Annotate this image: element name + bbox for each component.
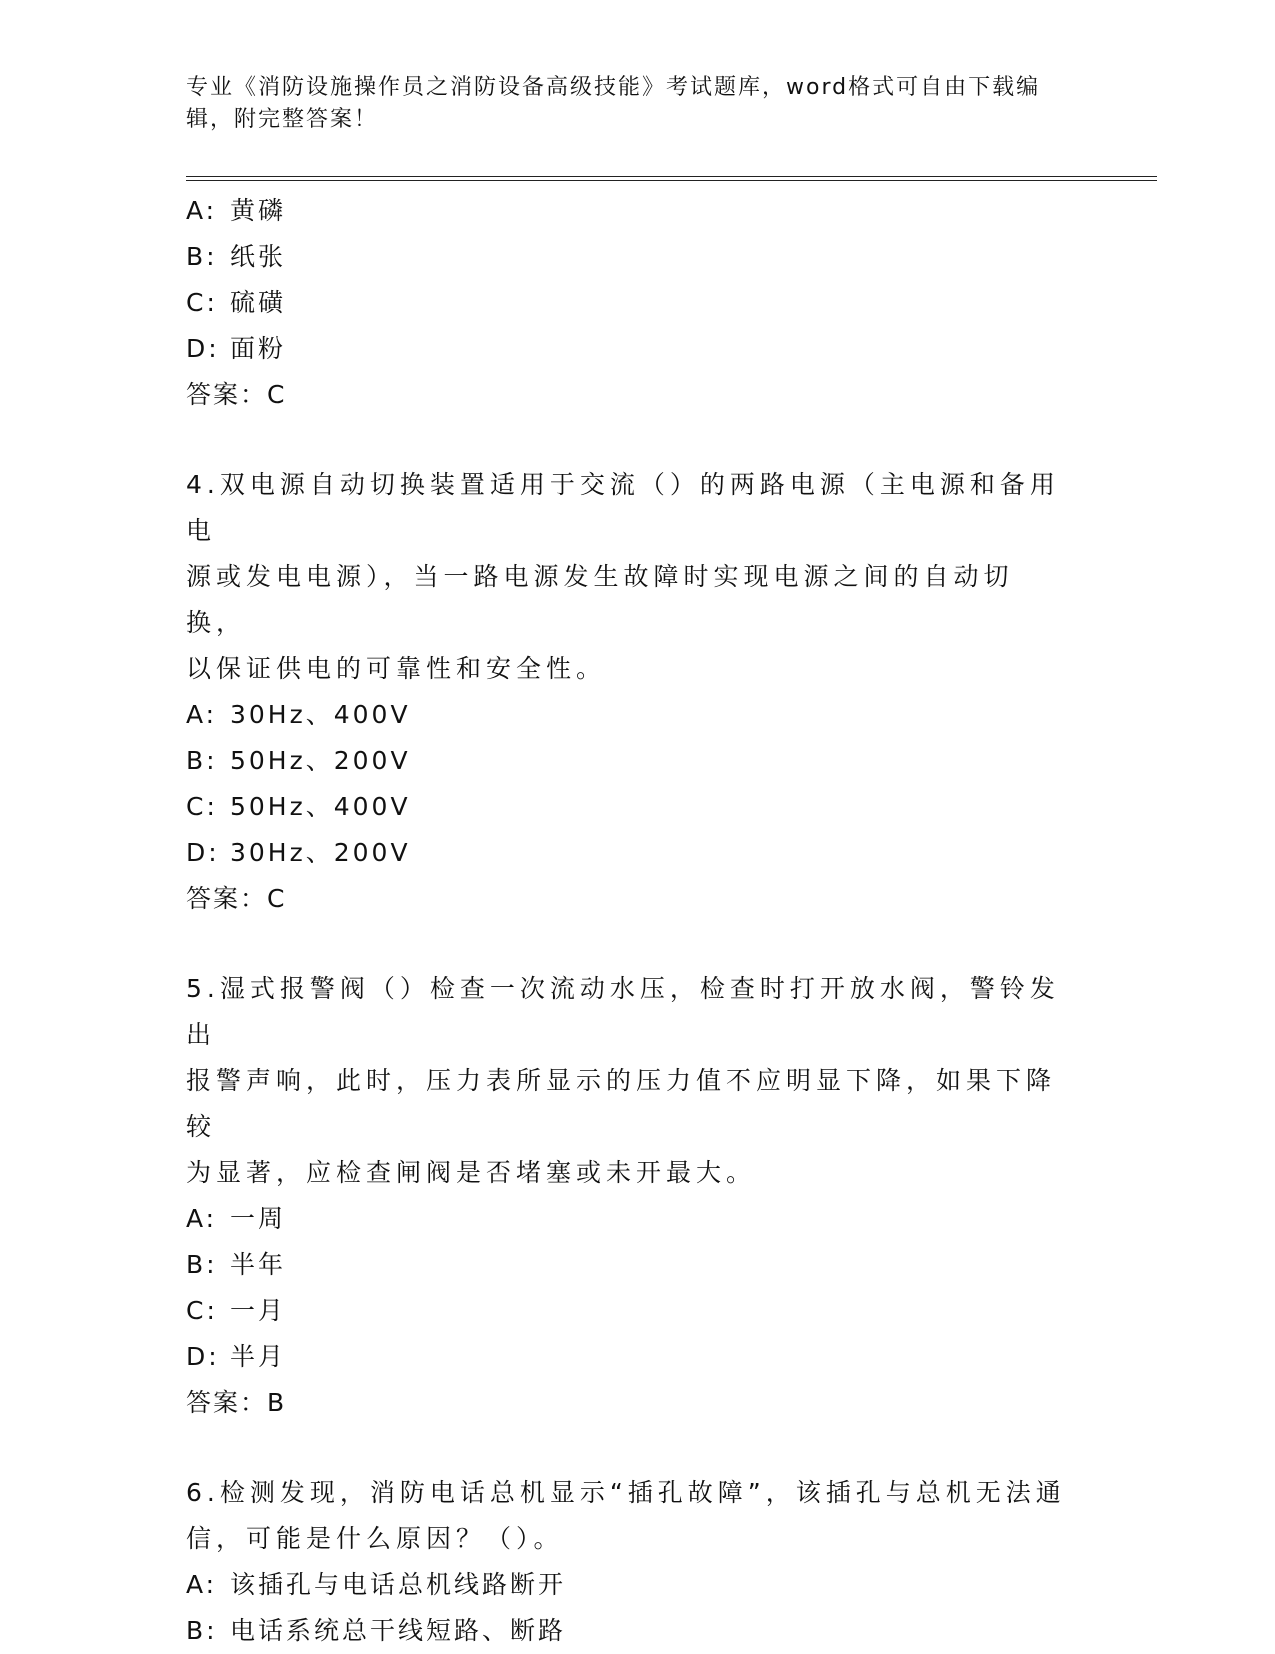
question-line: 6.检测发现，消防电话总机显示“插孔故障”，该插孔与总机无法通 [186, 1478, 1066, 1507]
question-6 [186, 1470, 1086, 1654]
option-text: 半月 [230, 1342, 287, 1371]
option-b [186, 738, 1086, 784]
option-label: D: [186, 1342, 220, 1371]
option-label: C: [186, 792, 218, 821]
option-text: 一周 [230, 1204, 287, 1233]
option-text: 该插孔与电话总机线路断开 [230, 1570, 567, 1599]
option-c [186, 1288, 1086, 1334]
option-c [186, 784, 1086, 830]
answer-line: 答案：C [186, 380, 287, 409]
option-text: 硫磺 [230, 288, 287, 317]
question-5 [186, 966, 1086, 1426]
question-line: 报警声响，此时，压力表所显示的压力值不应明显下降，如果下降较 [186, 1066, 1057, 1141]
document-header [186, 72, 1066, 136]
option-text: 面粉 [230, 334, 287, 363]
option-text: 30Hz、400V [230, 700, 411, 729]
option-d [186, 326, 1086, 372]
question-4 [186, 462, 1086, 922]
option-text: 黄磷 [230, 196, 287, 225]
option-label: A: [186, 1570, 218, 1599]
question-line: 以保证供电的可靠性和安全性。 [186, 654, 607, 683]
option-d [186, 830, 1086, 876]
answer-line: 答案：B [186, 1388, 287, 1417]
option-label: D: [186, 838, 220, 867]
option-d [186, 1334, 1086, 1380]
option-a [186, 1196, 1086, 1242]
option-text: 电话系统总干线短路、断路 [230, 1616, 567, 1645]
option-b [186, 234, 1086, 280]
option-a [186, 188, 1086, 234]
question-line: 信，可能是什么原因？（）。 [186, 1524, 564, 1553]
option-label: B: [186, 1616, 218, 1645]
question-list [186, 188, 1086, 1654]
option-text: 30Hz、200V [230, 838, 411, 867]
option-c [186, 280, 1086, 326]
option-text: 50Hz、400V [230, 792, 411, 821]
option-label: B: [186, 746, 218, 775]
option-label: A: [186, 1204, 218, 1233]
option-label: C: [186, 1296, 218, 1325]
question-line: 4.双电源自动切换装置适用于交流（）的两路电源（主电源和备用电 [186, 470, 1060, 545]
option-text: 一月 [230, 1296, 287, 1325]
option-label: B: [186, 1250, 218, 1279]
option-text: 纸张 [230, 242, 287, 271]
option-label: B: [186, 242, 218, 271]
question-line: 源或发电电源），当一路电源发生故障时实现电源之间的自动切换， [186, 562, 1014, 637]
option-label: D: [186, 334, 220, 363]
header-line-1: 专业《消防设施操作员之消防设备高级技能》考试题库，word格式可自由下载编 [186, 75, 1041, 100]
option-text: 50Hz、200V [230, 746, 411, 775]
option-text: 半年 [230, 1250, 287, 1279]
question-text [186, 966, 1066, 1196]
option-b [186, 1242, 1086, 1288]
option-label: A: [186, 700, 218, 729]
question-text [186, 1470, 1066, 1562]
question-3-options [186, 188, 1086, 418]
question-line: 为显著，应检查闸阀是否堵塞或未开最大。 [186, 1158, 757, 1187]
header-divider [186, 176, 1157, 181]
header-line-2: 辑，附完整答案！ [186, 107, 379, 132]
question-text [186, 462, 1066, 692]
question-line: 5.湿式报警阀（）检查一次流动水压，检查时打开放水阀，警铃发出 [186, 974, 1060, 1049]
option-label: A: [186, 196, 218, 225]
option-a [186, 1562, 1086, 1608]
answer-line: 答案：C [186, 884, 287, 913]
option-a [186, 692, 1086, 738]
option-label: C: [186, 288, 218, 317]
option-b [186, 1608, 1086, 1654]
